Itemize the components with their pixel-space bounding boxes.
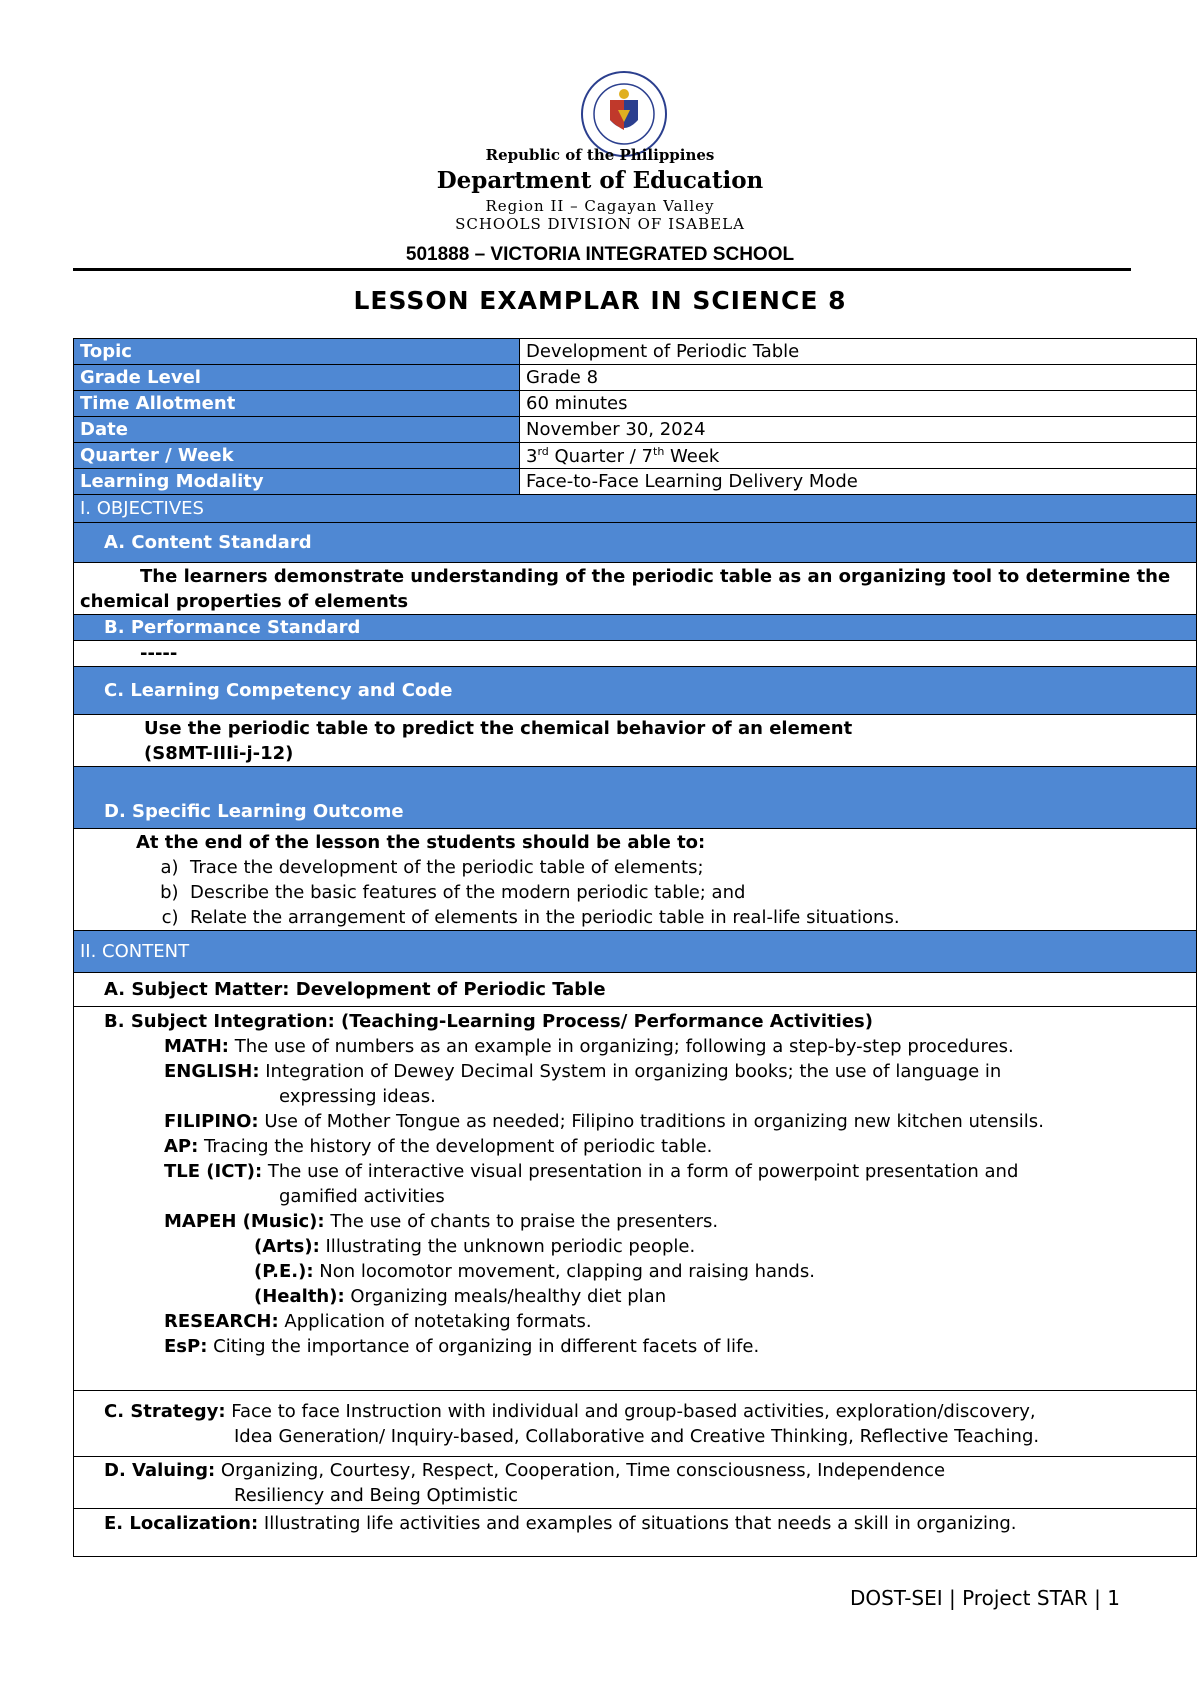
time-value: 60 minutes bbox=[520, 391, 1197, 417]
list-item: a. Trace the development of the periodic table of elements; bbox=[190, 855, 1190, 880]
topic-label: Topic bbox=[74, 339, 520, 365]
list-item: c. Relate the arrangement of elements in the periodic table in real-life situations. bbox=[190, 905, 1190, 930]
topic-value: Development of Periodic Table bbox=[520, 339, 1197, 365]
strategy: C. Strategy: Face to face Instruction with individual and group-based activities, exploration/discovery, Idea Generation/ Inquiry-based, Collaborative and Creative Thinking, Reflective Teaching. bbox=[74, 1391, 1197, 1457]
quarter-label: Quarter / Week bbox=[74, 443, 520, 469]
competency-code: (S8MT-IIIi-j-12) bbox=[144, 742, 294, 764]
date-label: Date bbox=[74, 417, 520, 443]
school-name: 501888 – VICTORIA INTEGRATED SCHOOL bbox=[405, 244, 795, 265]
outcome-body bbox=[74, 829, 1197, 931]
grade-label: Grade Level bbox=[74, 365, 520, 391]
mapeh-line: MAPEH (Music): The use of chants to praise the presenters. bbox=[164, 1211, 719, 1232]
department-label: Department of Education bbox=[436, 167, 764, 194]
division-label: SCHOOLS DIVISION OF ISABELA bbox=[455, 215, 745, 233]
list-item: b. Describe the basic features of the modern periodic table; and bbox=[190, 880, 1190, 905]
time-label: Time Allotment bbox=[74, 391, 520, 417]
localization: E. Localization: Illustrating life activities and examples of situations that needs a skill in organizing. bbox=[74, 1509, 1197, 1557]
math-line: MATH: The use of numbers as an example in organizing; following a step-by-step procedures. bbox=[164, 1036, 1014, 1057]
ap-line: AP: Tracing the history of the development of periodic table. bbox=[164, 1136, 713, 1157]
performance-standard-text: ----- bbox=[74, 641, 1197, 667]
performance-standard-heading: B. Performance Standard bbox=[74, 615, 1197, 641]
pe-line: (P.E.): Non locomotor movement, clapping and raising hands. bbox=[254, 1261, 815, 1282]
page-footer: DOST-SEI | Project STAR | 1 bbox=[849, 1586, 1120, 1610]
region-label: Region II – Cagayan Valley bbox=[485, 197, 715, 215]
outcome-list bbox=[80, 855, 1190, 930]
health-line: (Health): Organizing meals/healthy diet plan bbox=[254, 1286, 667, 1307]
deped-seal-logo bbox=[580, 70, 668, 158]
research-line: RESEARCH: Application of notetaking formats. bbox=[164, 1311, 592, 1332]
esp-line: EsP: Citing the importance of organizing in different facets of life. bbox=[164, 1336, 760, 1357]
subject-integration: B. Subject Integration: (Teaching-Learning Process/ Performance Activities) MATH: The use of numbers as an example in organizing; following a step-by-step procedures. ENGLISH: Integration of Dewey Decimal System in organizing books; the use of language in expressing ideas. FILIPINO: Use of Mother Tongue as needed; Filipino traditions in organizing new kitchen utensils. AP: Tracing the history of the development of periodic table. TLE (ICT): The use of interactive visual presentation in a form of powerpoint presentation and gamified activities MAPEH (Music): The use of chants to praise the presenters. (Arts): Illustrating the unknown periodic people. (P.E.): Non locomotor movement, clapping and raising hands. (Health): Organizing meals/healthy diet plan RESEARCH: Application of notetaking formats. EsP: Citing the importance of organizing in different facets of life. bbox=[74, 1007, 1197, 1391]
valuing: D. Valuing: Organizing, Courtesy, Respect, Cooperation, Time consciousness, Independence Resiliency and Being Optimistic bbox=[74, 1457, 1197, 1509]
quarter-value: 3rd Quarter / 7th Week bbox=[520, 443, 1197, 469]
outcome-intro: At the end of the lesson the students should be able to: bbox=[136, 831, 706, 853]
content-heading: II. CONTENT bbox=[74, 931, 1197, 973]
objectives-heading: I. OBJECTIVES bbox=[74, 495, 1197, 523]
arts-line: (Arts): Illustrating the unknown periodic people. bbox=[254, 1236, 696, 1257]
content-standard-heading: A. Content Standard bbox=[74, 523, 1197, 563]
republic-label: Republic of the Philippines bbox=[485, 146, 715, 164]
grade-value: Grade 8 bbox=[520, 365, 1197, 391]
outcome-heading: D. Specific Learning Outcome bbox=[74, 767, 1197, 829]
filipino-line: FILIPINO: Use of Mother Tongue as needed; Filipino traditions in organizing new kitchen utensils. bbox=[164, 1111, 1044, 1132]
date-value: November 30, 2024 bbox=[520, 417, 1197, 443]
tle-line: TLE (ICT): The use of interactive visual presentation in a form of powerpoint presentation and bbox=[164, 1161, 1019, 1182]
content-standard-text: The learners demonstrate understanding of the periodic table as an organizing tool to determine the chemical properties of elements bbox=[74, 563, 1197, 615]
document-title: LESSON EXAMPLAR IN SCIENCE 8 bbox=[353, 286, 847, 315]
english-line: ENGLISH: Integration of Dewey Decimal System in organizing books; the use of language in bbox=[164, 1061, 1002, 1082]
lesson-table bbox=[73, 338, 1197, 1557]
subject-matter: A. Subject Matter: Development of Periodic Table bbox=[74, 973, 1197, 1007]
header-divider bbox=[73, 268, 1131, 271]
modality-value: Face-to-Face Learning Delivery Mode bbox=[520, 469, 1197, 495]
competency-heading: C. Learning Competency and Code bbox=[74, 667, 1197, 715]
modality-label: Learning Modality bbox=[74, 469, 520, 495]
competency-text: Use the periodic table to predict the chemical behavior of an element (S8MT-IIIi-j-12) bbox=[74, 715, 1197, 767]
